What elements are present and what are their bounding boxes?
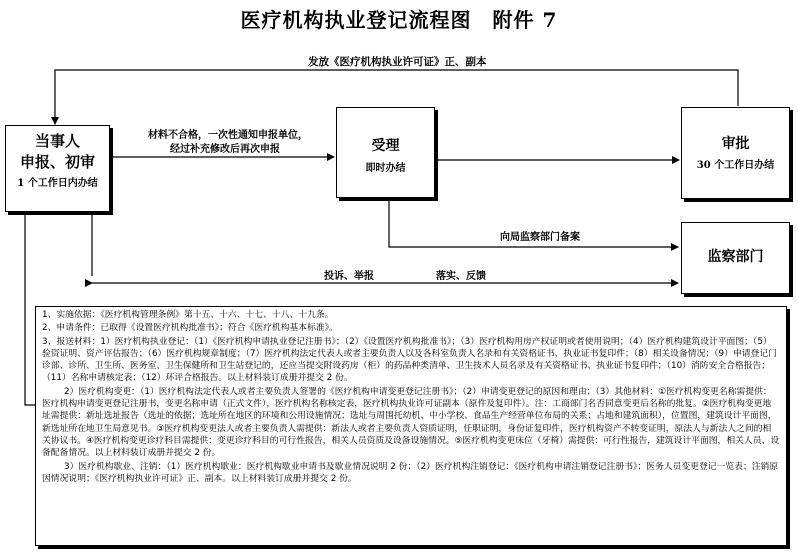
- approve-title: 审批: [721, 136, 750, 152]
- note-materials: 3、报送材料：1）医疗机构执业登记：（1）《医疗机构申请执业登记注册书》；（2）《设置医疗机构批准书》；（3）医疗机构用房产权证明或者使用说明；（4）医疗机构建筑设计平面图；（5）验资证明、资产评估报告；（6）医疗机构规章制度；（7）医疗机构法定代表人或者主要负责人以及各科室负责人名录和有关资格证书、执业证书复印件；（8）相关设备情况；（9）申请登记门诊部、诊所、卫生所、医务室、卫生保健所和卫生站登记的，还应当提交附设药房（柜）的药品种类清单、卫生技术人员名录及有关资格证书、执业证书复印件；（10）消防安全合格报告；（11）名称申请核定表；（12）环评合格报告。以上材料装订成册并提交 2 份。: [42, 336, 777, 384]
- approve-box: [681, 107, 790, 199]
- applicant-time: 1 个工作日内办结: [17, 178, 98, 189]
- notes-box: [35, 306, 787, 546]
- feedback-label: 落实、反馈: [436, 271, 486, 282]
- supervise-box: [681, 222, 790, 294]
- note-change: 2）医疗机构变更：（1）医疗机构法定代表人或者主要负责人签署的《医疗机构申请变更登记注册书》；（2）申请变更登记的原因和理由；（3）其他材料：①医疗机构变更名称需提供：医疗机构申请变更登记注册书，变更名称申请（正式文件），医疗机构名称核定表，医疗机构执业许可证副本（原件及复印件）。注：工商部门名否同意变更后名称的批复。②医疗机构变更地址需提供：新址选址报告（选址的依据；选址所在地区的环境和公用设施情况；选址与周围托幼机、中小学校、食品生产经营单位布局的关系；占地和建筑面积），位置图，建筑设计平面图，新选址所在地卫生局意见书。③医疗机构变更法人或者主要负责人需提供：新法人或者主要负责人资质证明，任职证明，身份证复印件，医疗机构资产不转变证明，原法人与新法人之间的相关协议书。④医疗机构变更诊疗科目需提供：变更诊疗科目的可行性报告，相关人员资质及设备设施情况。⑤医疗机构变更床位（牙椅）需提供：可行性报告，建筑设计平面图，相关人员、设备配备情况。以上材料装订成册并提交 2 份。: [42, 386, 780, 459]
- complaint-label: 投诉、举报: [324, 271, 374, 282]
- incomplete-label-line2: 经过补充修改后再次申报: [170, 144, 280, 155]
- note-conditions: 2、申请条件：已取得《设置医疗机构批准书》；符合《医疗机构基本标准》。: [42, 323, 338, 334]
- note-basis: 1、实施依据：《医疗机构管理条例》第十五、十六、十七、十八、十九条。: [42, 310, 334, 320]
- applicant-title: 当事人: [34, 132, 80, 150]
- page-title: 医疗机构执业登记流程图 附件 7: [240, 8, 558, 32]
- applicant-box: [5, 125, 110, 212]
- approve-time: 30 个工作日办结: [696, 160, 775, 171]
- supervise-title: 监察部门: [707, 249, 764, 265]
- applicant-subtitle: 申报、初审: [19, 153, 95, 171]
- accept-box: [336, 107, 435, 198]
- accept-title: 受理: [371, 138, 400, 154]
- accept-time: 即时办结: [365, 163, 406, 174]
- note-cancel: 3）医疗机构歇业、注销：（1）医疗机构歇业：医疗机构歇业申请书及歇业情况说明 2 份；（2）医疗机构注销登记：《医疗机构申请注销登记注册书》；医务人员变更登记一览表；注销原因情况说明；《医疗机构执业许可证》正、副本。以上材料装订成册并提交 2 份。: [42, 461, 779, 484]
- incomplete-label-line1: 材料不合格，一次性通知申报单位，: [148, 130, 308, 141]
- issue-license-label: 发放《医疗机构执业许可证》正、副本: [308, 56, 487, 68]
- notes-to-applicant-arrow: [25, 192, 35, 405]
- filing-label: 向局监察部门备案: [500, 232, 580, 243]
